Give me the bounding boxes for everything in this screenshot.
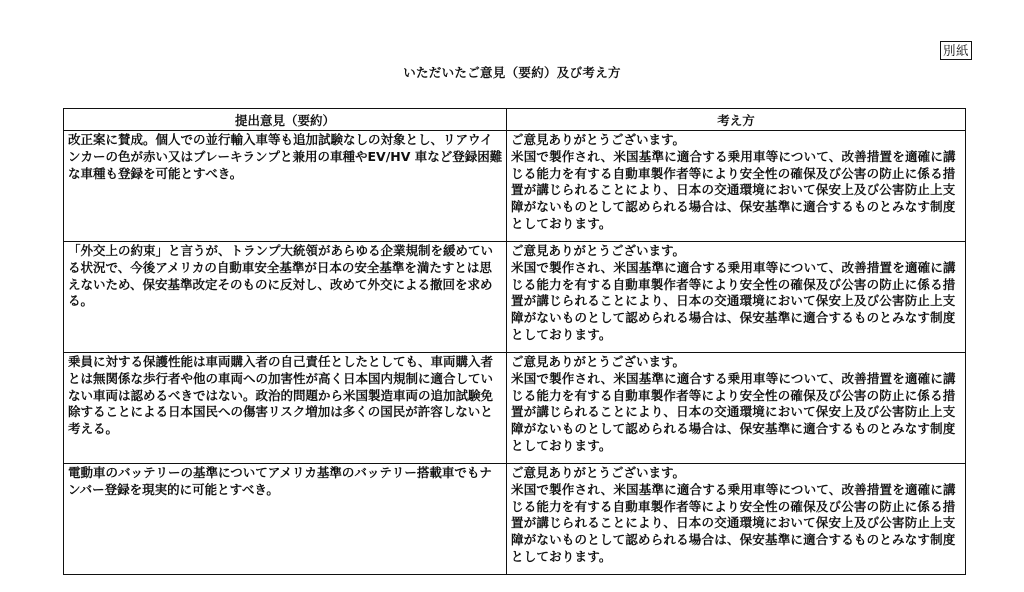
response-greeting: ご意見ありがとうございます。 (511, 132, 686, 147)
table-row (64, 353, 966, 464)
table-row (64, 131, 966, 242)
table-header-row (64, 109, 966, 131)
response-body: 米国で製作され、米国基準に適合する乗用車等について、改善措置を適確に講じる能力を有する自動車製作者等により安全性の確保及び公害の防止に係る措置が講じられることにより、日本の交通環境において保安上及び公害防止上支障がないものとして認められる場合は、保安基準に適合するものとみなす制度としております。 (511, 148, 956, 231)
response-cell (507, 464, 966, 575)
response-body: 米国で製作され、米国基準に適合する乗用車等について、改善措置を適確に講じる能力を有する自動車製作者等により安全性の確保及び公害の防止に係る措置が講じられることにより、日本の交通環境において保安上及び公害防止上支障がないものとして認められる場合は、保安基準に適合するものとみなす制度としております。 (511, 370, 956, 453)
opinion-cell: 乗員に対する保護性能は車両購入者の自己責任としたとしても、車両購入者とは無関係な歩行者や他の車両への加害性が高く日本国内規制に適合していない車両は認めるべきではない。政治的問題から米国製造車両の追加試験免除することによる日本国民への傷害リスク増加は多くの国民が許容しないと考える。 (64, 353, 507, 464)
response-greeting: ご意見ありがとうございます。 (511, 465, 686, 480)
attachment-label: 別紙 (940, 41, 972, 60)
document-title: いただいたご意見（要約）及び考え方 (403, 65, 621, 80)
opinions-table (63, 108, 966, 575)
response-cell (507, 242, 966, 353)
table-row (64, 242, 966, 353)
response-greeting: ご意見ありがとうございます。 (511, 354, 686, 369)
opinion-cell: 「外交上の約束」と言うが、トランプ大統領があらゆる企業規制を緩めている状況で、今後アメリカの自動車安全基準が日本の安全基準を満たすとは思えないため、保安基準改定そのものに反対し、改めて外交による撤回を求める。 (64, 242, 507, 353)
response-greeting: ご意見ありがとうございます。 (511, 243, 686, 258)
response-body: 米国で製作され、米国基準に適合する乗用車等について、改善措置を適確に講じる能力を有する自動車製作者等により安全性の確保及び公害の防止に係る措置が講じられることにより、日本の交通環境において保安上及び公害防止上支障がないものとして認められる場合は、保安基準に適合するものとみなす制度としております。 (511, 481, 956, 564)
header-submitted-opinion: 提出意見（要約） (64, 109, 507, 131)
response-cell (507, 131, 966, 242)
header-response: 考え方 (507, 109, 966, 131)
response-body: 米国で製作され、米国基準に適合する乗用車等について、改善措置を適確に講じる能力を有する自動車製作者等により安全性の確保及び公害の防止に係る措置が講じられることにより、日本の交通環境において保安上及び公害防止上支障がないものとして認められる場合は、保安基準に適合するものとみなす制度としております。 (511, 259, 956, 342)
table-row (64, 464, 966, 575)
response-cell (507, 353, 966, 464)
opinion-cell: 改正案に賛成。個人での並行輸入車等も追加試験なしの対象とし、リアウインカーの色が赤い又はブレーキランプと兼用の車種やEV/HV 車など登録困難な車種も登録を可能とすべき。 (64, 131, 507, 242)
opinion-cell: 電動車のバッテリーの基準についてアメリカ基準のバッテリー搭載車でもナンバー登録を現実的に可能とすべき。 (64, 464, 507, 575)
